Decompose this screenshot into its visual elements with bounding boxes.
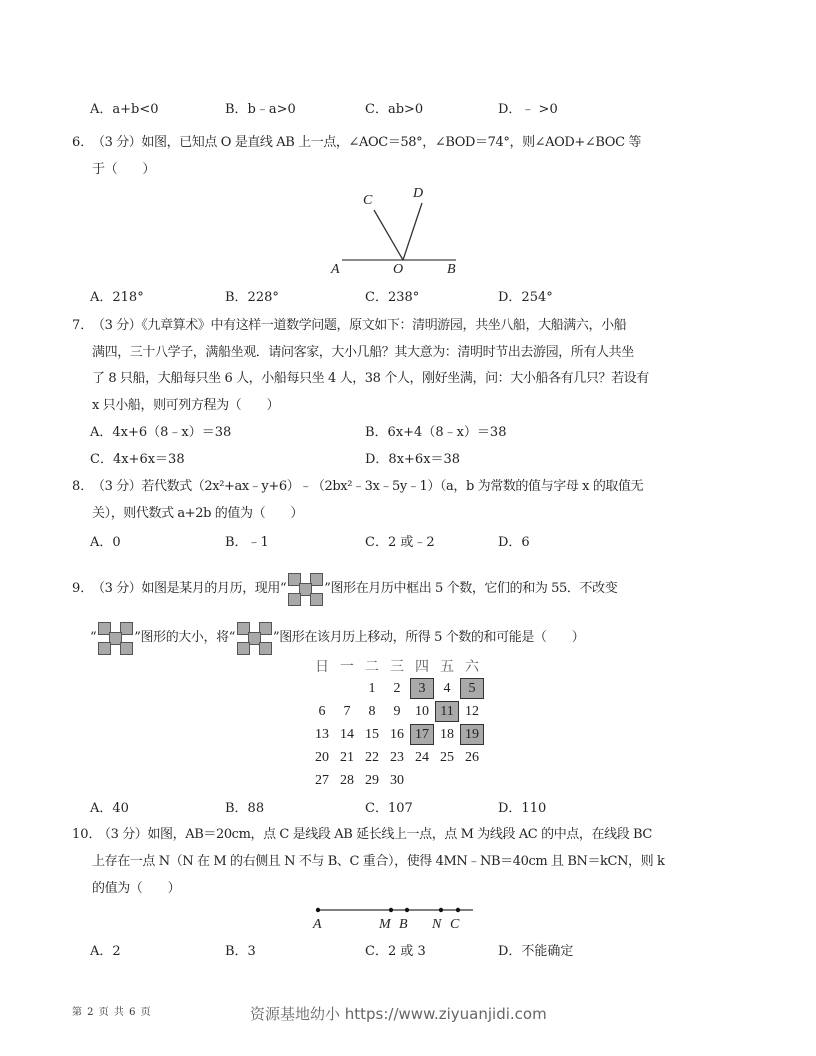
calendar-day: 13	[315, 726, 329, 742]
q6-label-b: B	[447, 262, 456, 277]
q8-option-d: D．6	[498, 535, 530, 550]
q6-option-b: B．228°	[225, 290, 279, 305]
q8-stem-line2: 关），则代数式 a+2b 的值为（ ）	[92, 506, 304, 521]
calendar-week-row	[310, 723, 485, 746]
calendar-header: 三	[390, 659, 404, 675]
calendar-day: 2	[393, 680, 401, 696]
q7-option-c: C．4x+6x＝38	[90, 452, 185, 467]
q7-option-d: D．8x+6x＝38	[365, 452, 461, 467]
calendar-day: 24	[415, 749, 429, 765]
q10-option-b: B．3	[225, 944, 256, 959]
pentomino-icon	[98, 622, 132, 654]
calendar-day	[410, 770, 434, 791]
watermark-text: 资源基地幼小 https://www.ziyuanjidi.com	[250, 1005, 547, 1023]
q8-option-b: B．﹣1	[225, 535, 269, 550]
q8-option-c: C．2 或﹣2	[365, 535, 435, 550]
calendar-header: 一	[340, 659, 354, 675]
calendar-day: 3	[410, 678, 434, 699]
q6-label-c: C	[363, 193, 373, 208]
calendar-day	[460, 770, 484, 791]
q10-segment-figure	[312, 903, 477, 917]
q5-option-d: D．﹣ >0	[498, 102, 558, 117]
calendar-day: 1	[368, 680, 376, 696]
q8-option-a: A．0	[90, 535, 121, 550]
q10-option-c: C．2 或 3	[365, 944, 426, 959]
calendar-week-row	[310, 746, 485, 769]
calendar-day: 20	[315, 749, 329, 765]
q10-label-b: B	[399, 917, 408, 932]
calendar-day: 15	[365, 726, 379, 742]
calendar-day	[335, 678, 359, 699]
pentomino-icon	[237, 622, 271, 654]
q7-number: 7．	[72, 318, 94, 333]
calendar-day: 30	[390, 772, 404, 788]
q10-option-a: A．2	[90, 944, 121, 959]
q8-number: 8．	[72, 479, 94, 494]
calendar-day	[310, 678, 334, 699]
q9-stem-line2-b: ”图形的大小，将“	[134, 630, 235, 645]
calendar-week-row	[310, 700, 485, 723]
point-a	[316, 908, 320, 912]
q6-option-a: A．218°	[90, 290, 144, 305]
calendar-day: 9	[393, 703, 401, 719]
q10-option-d: D．不能确定	[498, 944, 574, 959]
q6-label-a: A	[331, 262, 340, 277]
q6-stem-line2: 于（ ）	[92, 162, 156, 177]
point-m	[389, 908, 393, 912]
calendar-week-row	[310, 769, 485, 792]
q5-option-a: A．a+b<0	[90, 102, 159, 117]
q7-stem-line2: 满四，三十八学子，满船坐观．请问客家，大小几船？其大意为：清明时节出去游园，所有人共坐	[92, 345, 634, 360]
calendar-day: 5	[460, 678, 484, 699]
calendar-header-row	[310, 654, 485, 677]
q6-label-o: O	[393, 262, 404, 277]
calendar-day: 17	[410, 724, 434, 745]
q10-label-n: N	[432, 917, 442, 932]
calendar-day: 10	[415, 703, 429, 719]
calendar-day: 22	[365, 749, 379, 765]
q7-option-a: A．4x+6（8﹣x）＝38	[90, 425, 232, 440]
point-b	[405, 908, 409, 912]
q10-stem-line3: 的值为（ ）	[92, 881, 181, 896]
calendar-day: 28	[340, 772, 354, 788]
q7-stem-line1: （3 分）《九章算术》中有这样一道数学问题，原文如下：清明游园，共坐八船，大船满六，小船	[92, 318, 627, 333]
q9-stem-line2-a: “	[90, 630, 97, 645]
q6-option-c: C．238°	[365, 290, 420, 305]
page-number: 第 2 页 共 6 页	[72, 1007, 152, 1018]
calendar-header: 五	[440, 659, 454, 675]
calendar-day: 16	[390, 726, 404, 742]
q9-option-b: B．88	[225, 801, 265, 816]
calendar-day: 21	[340, 749, 354, 765]
q5-option-c: C．ab>0	[365, 102, 424, 117]
q6-number: 6．	[72, 135, 94, 150]
q5-option-b: B．b﹣a>0	[225, 102, 296, 117]
q10-stem-line2: 上存在一点 N（N 在 M 的右侧且 N 不与 B、C 重合），使得 4MN﹣NB＝40cm 且 BN＝kCN，则 k	[92, 854, 665, 869]
point-c	[456, 908, 460, 912]
calendar-day	[435, 770, 459, 791]
pentomino-icon	[288, 573, 322, 605]
q6-option-d: D．254°	[498, 290, 553, 305]
q10-label-c: C	[450, 917, 460, 932]
q8-stem-line1: （3 分）若代数式（2x²+ax﹣y+6）﹣（2bx²﹣3x﹣5y﹣1）（a，b 为常数的值与字母 x 的取值无	[92, 479, 644, 494]
q9-option-d: D．110	[498, 801, 547, 816]
q7-stem-line4: x 只小船，则可列方程为（ ）	[92, 398, 280, 413]
q10-label-a: A	[313, 917, 322, 932]
calendar-body	[310, 677, 485, 792]
calendar-day: 29	[365, 772, 379, 788]
calendar-day: 4	[443, 680, 451, 696]
calendar	[310, 654, 485, 792]
ray-od	[403, 203, 422, 260]
ray-oc	[374, 210, 403, 260]
calendar-day: 18	[440, 726, 454, 742]
calendar-day: 14	[340, 726, 354, 742]
calendar-header: 日	[315, 659, 329, 675]
q6-stem-line1: （3 分）如图，已知点 O 是直线 AB 上一点，∠AOC＝58°，∠BOD＝74°，则∠AOD+∠BOC 等	[92, 135, 641, 150]
calendar-day: 23	[390, 749, 404, 765]
q7-option-b: B．6x+4（8﹣x）＝38	[365, 425, 507, 440]
q10-number: 10．	[72, 827, 102, 842]
calendar-day: 7	[343, 703, 351, 719]
calendar-day: 6	[318, 703, 326, 719]
q6-label-d: D	[413, 186, 424, 201]
q9-option-c: C．107	[365, 801, 413, 816]
calendar-day: 27	[315, 772, 329, 788]
q10-stem-line1: （3 分）如图，AB＝20cm，点 C 是线段 AB 延长线上一点，点 M 为线段 AC 的中点，在线段 BC	[98, 827, 652, 842]
q9-stem-line1	[92, 565, 617, 613]
calendar-day: 25	[440, 749, 454, 765]
q9-option-a: A．40	[90, 801, 129, 816]
q10-label-m: M	[379, 917, 391, 932]
calendar-day: 12	[465, 703, 479, 719]
calendar-day: 11	[435, 701, 459, 722]
calendar-header: 四	[415, 659, 429, 675]
calendar-week-row	[310, 677, 485, 700]
q9-stem-line2-c: ”图形在该月历上移动，所得 5 个数的和可能是（ ）	[272, 630, 585, 645]
calendar-header: 二	[365, 659, 379, 675]
calendar-day: 26	[465, 749, 479, 765]
q9-stem-line1-b: ”图形在月历中框出 5 个数，它们的和为 55．不改变	[324, 581, 618, 596]
q7-stem-line3: 了 8 只船，大船每只坐 6 人，小船每只坐 4 人，38 个人，刚好坐满，问：大小船各有几只？若设有	[92, 371, 649, 386]
q9-stem-line1-a: （3 分）如图是某月的月历，现用“	[92, 581, 287, 596]
q9-number: 9．	[72, 581, 94, 596]
calendar-header: 六	[465, 659, 479, 675]
calendar-day: 19	[460, 724, 484, 745]
calendar-day: 8	[368, 703, 376, 719]
point-n	[439, 908, 443, 912]
